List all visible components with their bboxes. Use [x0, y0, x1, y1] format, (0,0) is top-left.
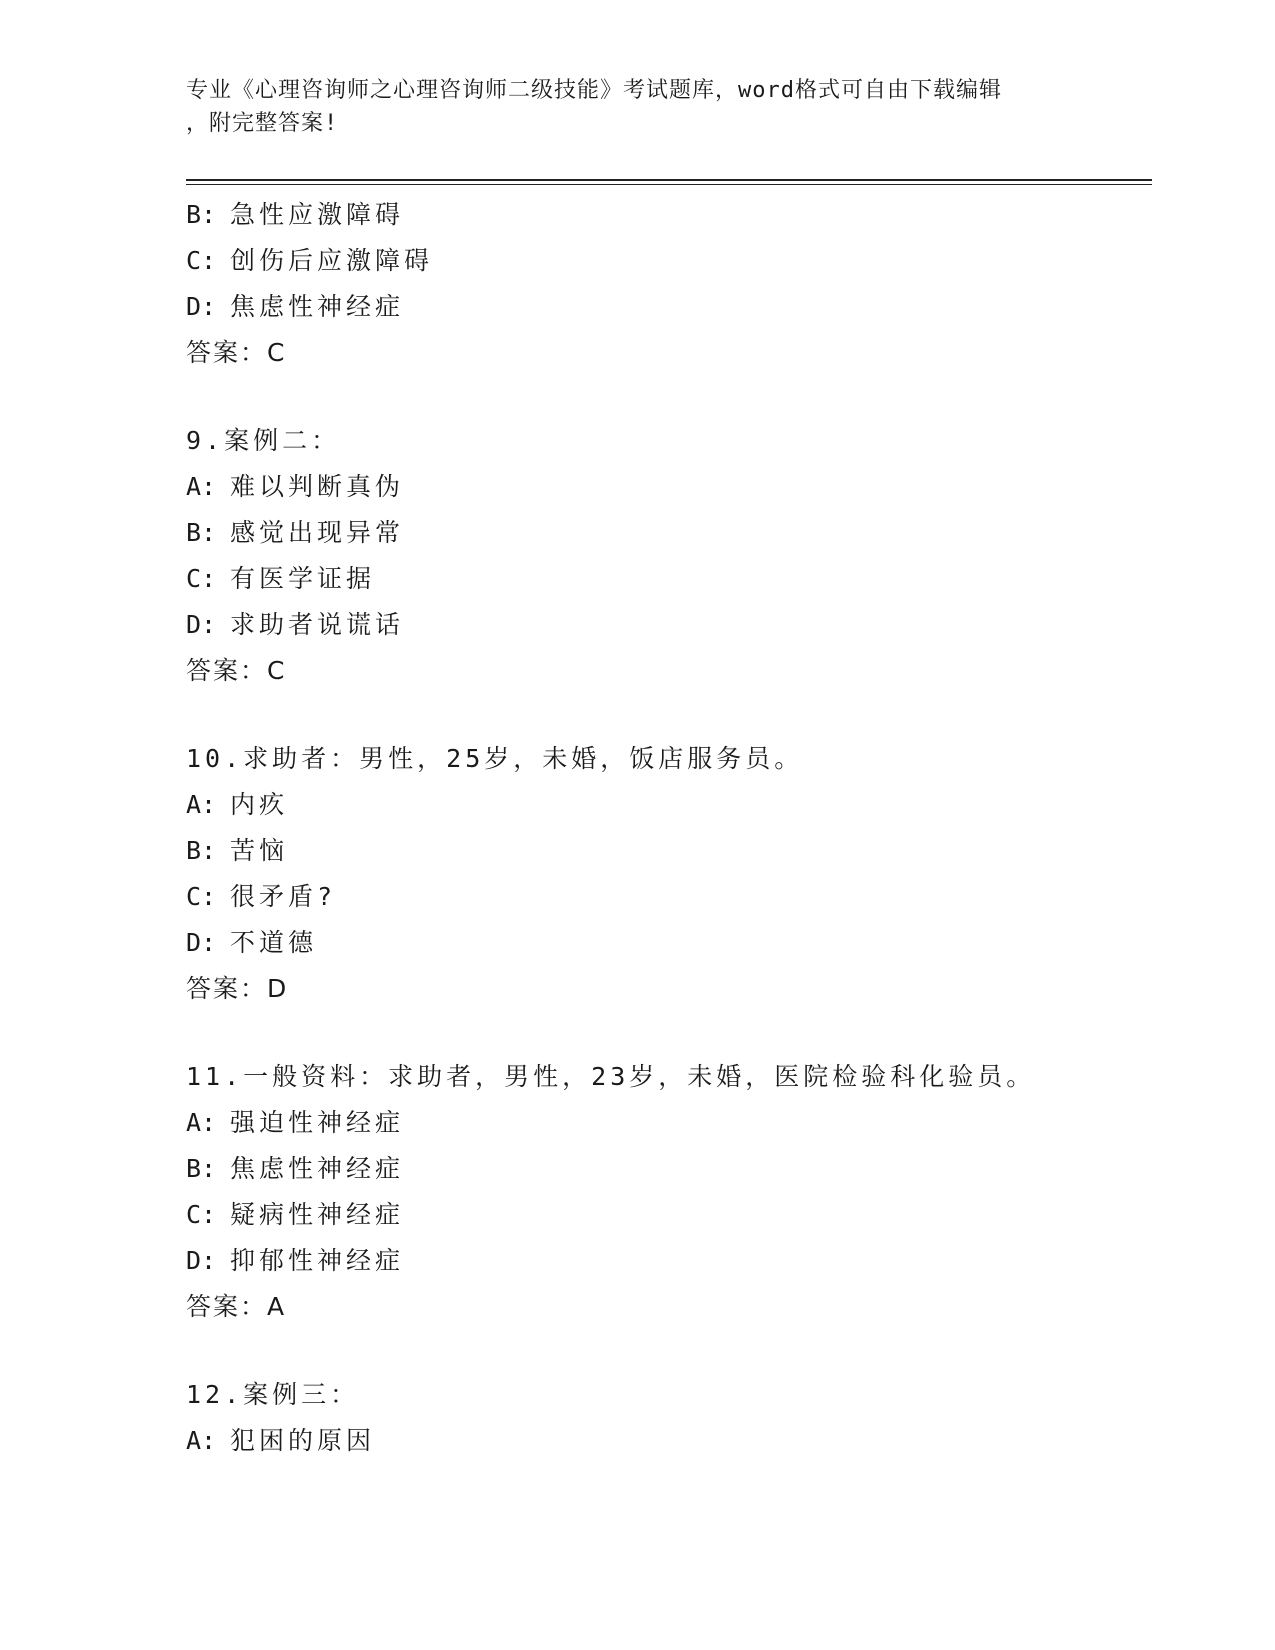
spacer: [186, 694, 1146, 736]
question-11-block: [186, 1054, 1146, 1330]
option-letter: B:: [186, 836, 217, 865]
option-letter: A:: [186, 790, 217, 819]
option-letter: D:: [186, 292, 217, 321]
option-letter: A:: [186, 1426, 217, 1455]
option-text: 求助者说谎话: [230, 610, 405, 639]
option-d: [186, 1238, 1146, 1284]
question-title: 11.一般资料：求助者，男性，23岁，未婚，医院检验科化验员。: [186, 1062, 1036, 1091]
option-b: [186, 828, 1146, 874]
question-9-block: [186, 418, 1146, 694]
option-b: [186, 192, 1146, 238]
answer-line: 答案：D: [186, 974, 289, 1003]
option-text: 苦恼: [230, 836, 289, 865]
header-title-line-2: ，附完整答案!: [186, 111, 339, 136]
answer-line: 答案：C: [186, 656, 287, 685]
option-c: [186, 556, 1146, 602]
option-letter: D:: [186, 610, 217, 639]
answer-line: 答案：C: [186, 338, 287, 367]
option-text: 抑郁性神经症: [230, 1246, 405, 1275]
option-text: 感觉出现异常: [230, 518, 405, 547]
option-text: 难以判断真伪: [230, 472, 405, 501]
option-letter: A:: [186, 1108, 217, 1137]
option-text: 有医学证据: [230, 564, 376, 593]
spacer: [186, 1012, 1146, 1054]
continued-question-block: [186, 192, 1146, 376]
option-text: 焦虑性神经症: [230, 1154, 405, 1183]
option-letter: D:: [186, 928, 217, 957]
header-divider-thick: [186, 179, 1152, 181]
question-list: [186, 192, 1146, 1464]
spacer: [186, 1330, 1146, 1372]
option-c: [186, 1192, 1146, 1238]
option-c: [186, 238, 1146, 284]
question-12-block: [186, 1372, 1146, 1464]
option-letter: B:: [186, 518, 217, 547]
header-divider-thin: [186, 184, 1152, 185]
option-text: 犯困的原因: [230, 1426, 376, 1455]
option-text: 强迫性神经症: [230, 1108, 405, 1137]
option-text: 很矛盾?: [230, 882, 337, 911]
option-b: [186, 1146, 1146, 1192]
answer-line: 答案：A: [186, 1292, 287, 1321]
option-text: 不道德: [230, 928, 318, 957]
option-a: [186, 464, 1146, 510]
question-title: 12.案例三：: [186, 1380, 360, 1409]
header-title-line-1: 专业《心理咨询师之心理咨询师二级技能》考试题库，word格式可自由下载编辑: [186, 78, 1002, 103]
option-b: [186, 510, 1146, 556]
document-header: [186, 74, 1066, 140]
option-letter: C:: [186, 564, 217, 593]
option-text: 创伤后应激障碍: [230, 246, 434, 275]
question-title: 9.案例二：: [186, 426, 341, 455]
option-a: [186, 1100, 1146, 1146]
question-10-block: [186, 736, 1146, 1012]
option-letter: A:: [186, 472, 217, 501]
option-text: 内疚: [230, 790, 289, 819]
option-letter: C:: [186, 882, 217, 911]
option-d: [186, 920, 1146, 966]
option-letter: C:: [186, 246, 217, 275]
option-d: [186, 284, 1146, 330]
question-title: 10.求助者：男性，25岁，未婚，饭店服务员。: [186, 744, 804, 773]
option-letter: B:: [186, 1154, 217, 1183]
option-a: [186, 1418, 1146, 1464]
option-letter: C:: [186, 1200, 217, 1229]
option-text: 急性应激障碍: [230, 200, 405, 229]
option-letter: B:: [186, 200, 217, 229]
option-text: 焦虑性神经症: [230, 292, 405, 321]
option-c: [186, 874, 1146, 920]
option-d: [186, 602, 1146, 648]
option-a: [186, 782, 1146, 828]
option-text: 疑病性神经症: [230, 1200, 405, 1229]
option-letter: D:: [186, 1246, 217, 1275]
spacer: [186, 376, 1146, 418]
